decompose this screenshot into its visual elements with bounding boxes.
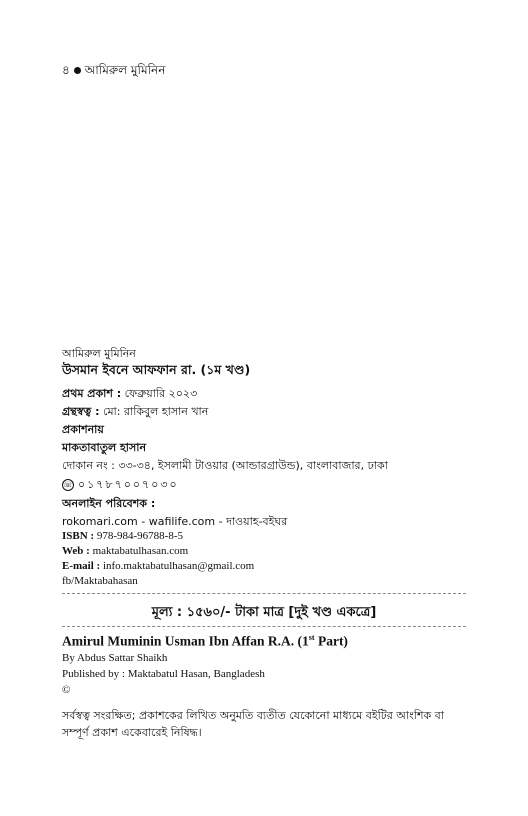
phone-icon: ☏ [63, 480, 74, 489]
email-line [62, 560, 254, 572]
first-edition-value: ফেব্রুয়ারি ২০২৩ [124, 387, 198, 400]
rights-notice: সর্বস্বত্ব সংরক্ষিত; প্রকাশকের লিখিত অনুমতি ব্যতীত যেকোনো মাধ্যমে বইটির আংশিক বা সম্পূর্ণ প্রকাশ একেবারেই নিষিদ্ধ। [62, 709, 444, 739]
copyright-symbol: © [62, 684, 71, 696]
book-title: উসমান ইবনে আফফান রা. (১ম খণ্ড) [62, 362, 251, 377]
english-title-main: Amirul Muminin Usman Ibn Affan R.A. (1 [62, 633, 309, 649]
copyright-holder [62, 403, 208, 422]
isbn-value: 978-984-96788-8-5 [96, 530, 183, 542]
first-edition [62, 385, 197, 404]
english-title-end: Part) [314, 633, 348, 649]
publisher-name: মাকতাবাতুল হাসান [62, 441, 147, 454]
phone-number: ০১৭৮৭০০৭০৩০ [78, 478, 179, 491]
first-edition-label: প্রথম প্রকাশ : [62, 387, 122, 400]
isbn-label: ISBN : [62, 530, 95, 542]
online-distributors: rokomari.com - wafilife.com - দাওয়াহ-বইঘর [62, 515, 288, 528]
web-line [62, 545, 188, 557]
web-value: maktabatulhasan.com [92, 545, 189, 557]
facebook-line: fb/Maktabahasan [62, 575, 138, 587]
running-title: আমিরুল মুমিনিন [84, 63, 166, 77]
copyright-holder-label: গ্রন্থস্বত্ব : [62, 405, 100, 418]
copyright-holder-value: মো: রাকিবুল হাসান খান [102, 405, 209, 418]
english-title [62, 633, 348, 650]
email-value: info.maktabatulhasan@gmail.com [102, 560, 255, 572]
english-title-sup: st [308, 633, 315, 642]
divider-top [62, 593, 466, 594]
web-label: Web : [62, 545, 90, 557]
divider-bottom [62, 626, 466, 627]
publisher-phone [62, 476, 179, 495]
page-number: ৪ [62, 63, 70, 77]
english-author: By Abdus Sattar Shaikh [62, 652, 168, 664]
bullet-icon [74, 67, 81, 74]
publisher-label: প্রকাশনায় [62, 423, 104, 436]
running-header [62, 62, 165, 82]
price-line: মূল্য : ১৫৬০/- টাকা মাত্র [দুই খণ্ড একত্রে] [151, 605, 377, 620]
english-publisher: Published by : Maktabatul Hasan, Bangladesh [62, 668, 265, 680]
email-label: E-mail : [62, 560, 101, 572]
isbn-line [62, 530, 183, 542]
book-series: আমিরুল মুমিনিন [62, 347, 136, 360]
publisher-address: দোকান নং : ৩৩-৩৪, ইসলামী টাওয়ার (আন্ডারগ্রাউন্ড), বাংলাবাজার, ঢাকা [62, 459, 388, 472]
online-label: অনলাইন পরিবেশক : [62, 497, 156, 510]
